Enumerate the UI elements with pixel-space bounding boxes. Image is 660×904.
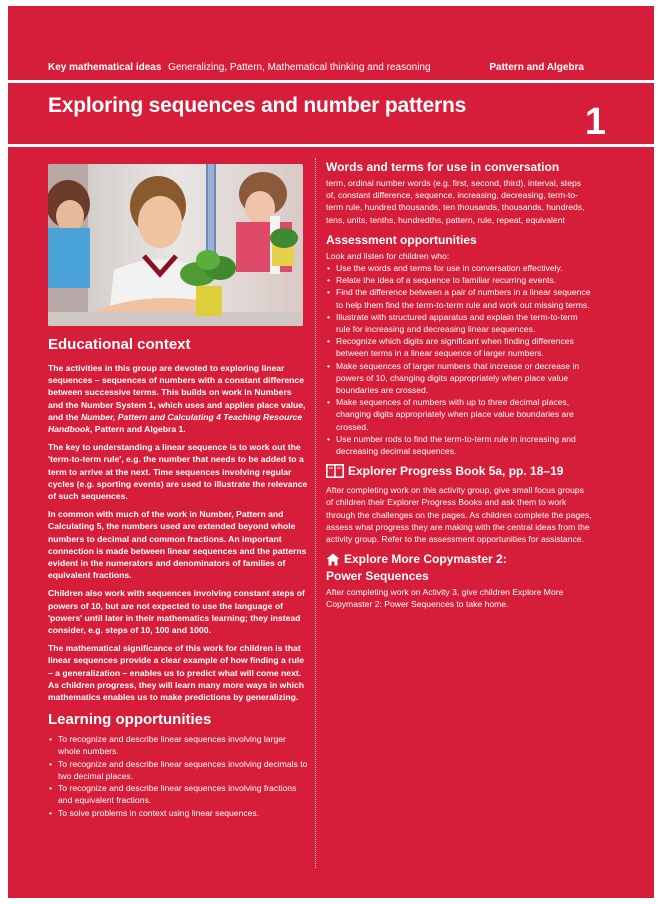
- book-icon-svg: [326, 464, 344, 478]
- copymaster-heading-line1: Explore More Copymaster 2:: [344, 552, 507, 567]
- words-terms-section: [326, 160, 592, 226]
- page-title: Exploring sequences and number patterns: [48, 94, 467, 117]
- list-item: • To recognize and describe linear sequences involving larger whole numbers.: [48, 733, 308, 757]
- learning-opportunities-heading: Learning opportunities: [48, 711, 212, 729]
- assessment-section: [326, 233, 592, 457]
- column-divider: [315, 158, 316, 868]
- house-icon-svg: [326, 553, 340, 566]
- strand-label: Pattern and Algebra: [489, 62, 584, 73]
- left-column: [48, 336, 308, 819]
- classroom-photo: [48, 164, 303, 326]
- house-icon: [326, 553, 340, 569]
- list-item: • Make sequences of numbers with up to three decimal places, changing digits appropriately when place value boundaries are crossed.: [326, 396, 592, 433]
- copymaster-heading-row: [326, 552, 592, 583]
- key-ideas-text: Generalizing, Pattern, Mathematical thinking and reasoning: [168, 62, 431, 73]
- key-ideas-label: Key mathematical ideas: [48, 62, 162, 73]
- right-column: [326, 160, 592, 618]
- progress-book-heading: Explorer Progress Book 5a, pp. 18–19: [348, 464, 564, 479]
- list-item: • Find the difference between a pair of numbers in a linear sequence to help them find the term-to-term rule and work out missing terms.: [326, 286, 592, 310]
- educational-context-paragraph-1: [48, 362, 308, 435]
- learning-opportunities-list: [48, 733, 308, 818]
- educational-context-paragraph-3: In common with much of the work in Number, Pattern and Calculating 5, the numbers used are extended beyond whole numbers to decimal and common fractions. An important connection is made between linear sequences and the patterns evident in the numerators and denominators of families of equivalent fractions.: [48, 509, 307, 581]
- list-item: • To solve problems in context using linear sequences.: [48, 807, 308, 819]
- list-item: • Use number rods to find the term-to-term rule in increasing and decreasing decimal sequences.: [326, 433, 592, 457]
- words-terms-heading: Words and terms for use in conversation: [326, 160, 560, 174]
- assessment-intro: Look and listen for children who:: [326, 250, 450, 261]
- list-item: • Make sequences of larger numbers that increase or decrease in powers of 10, changing digits appropriately when place value boundaries are crossed.: [326, 360, 592, 397]
- key-ideas-line: [48, 62, 528, 74]
- copymaster-text: After completing work on Activity 3, give children Explore More Copymaster 2: Power Sequences to take home.: [326, 587, 564, 610]
- header-rule-top: [8, 80, 654, 83]
- copymaster-section: [326, 552, 592, 610]
- progress-book-section: [326, 464, 592, 545]
- progress-book-text: After completing work on this activity group, give small focus groups of children their Explorer Progress Books and ask them to work through the challenges on the pages. As children complete the pages, assess what progress they are making with the central ideas from the activity group. Refer to the assessment opportunities for assistance.: [326, 485, 592, 545]
- educational-context-paragraph-4: Children also work with sequences involving constant steps of powers of 10, but are not expected to use the language of 'powers' until later in their mathematics learning; they instead consider, e.g. steps of 10, 100 and 1000.: [48, 588, 305, 636]
- page: [8, 6, 654, 898]
- list-item: • To recognize and describe linear sequences involving fractions and equivalent fractions.: [48, 782, 308, 806]
- words-terms-text: term, ordinal number words (e.g. first, second, third), interval, steps of, constant difference, sequence, increasing, decreasing, term-to-term rule, hundred thousands, ten thousands, thousands, hundreds, tens, units, tenths, hundredths, pattern, rule, repeat, equivalent: [326, 178, 585, 225]
- list-item: • Relate the idea of a sequence to familiar recurring events.: [326, 274, 592, 286]
- header-rule-bottom: [8, 144, 654, 147]
- unit-number: 1: [584, 101, 606, 143]
- progress-book-heading-row: [326, 464, 592, 481]
- book-icon: [326, 464, 344, 481]
- ec-p1-a: The activities in this group are devoted to exploring linear sequences – sequences of numbers with a constant difference between successive terms. This builds on work in Numbers and the Number System 1, which uses and applies place value, and the: [48, 363, 306, 422]
- educational-context-heading: Educational context: [48, 336, 191, 353]
- ec-p1-italic: Number, Pattern and Calculating 4 Teaching Resource Handbook: [48, 411, 303, 435]
- ec-p1-b: , Pattern and Algebra 1.: [90, 424, 186, 435]
- list-item: • To recognize and describe linear sequences involving decimals to two decimal places.: [48, 758, 308, 782]
- copymaster-heading-line2: Power Sequences: [326, 569, 429, 584]
- educational-context-paragraph-2: The key to understanding a linear sequence is to work out the 'term-to-term rule', e.g. the number that needs to be added to a term to arrive at the next. Time sequences involving regular cycles (e.g. sporting events) are used to illustrate the relevance of such sequences.: [48, 442, 308, 502]
- educational-context-paragraph-5: The mathematical significance of this work for children is that linear sequences provide a clear example of how finding a rule – a generalization – enables us to predict what will come next. As children progress, they will learn many more ways in which mathematics enables us to make predictions by generalizing.: [48, 643, 304, 703]
- assessment-list: [326, 262, 592, 457]
- list-item: • Illustrate with structured apparatus and explain the term-to-term rule for increasing and decreasing linear sequences.: [326, 311, 592, 335]
- list-item: • Recognize which digits are significant when finding differences between terms in a linear sequence of larger numbers.: [326, 335, 592, 359]
- classroom-photo-illustration: [48, 164, 303, 326]
- list-item: • Use the words and terms for use in conversation effectively.: [326, 262, 592, 274]
- assessment-heading: Assessment opportunities: [326, 232, 477, 247]
